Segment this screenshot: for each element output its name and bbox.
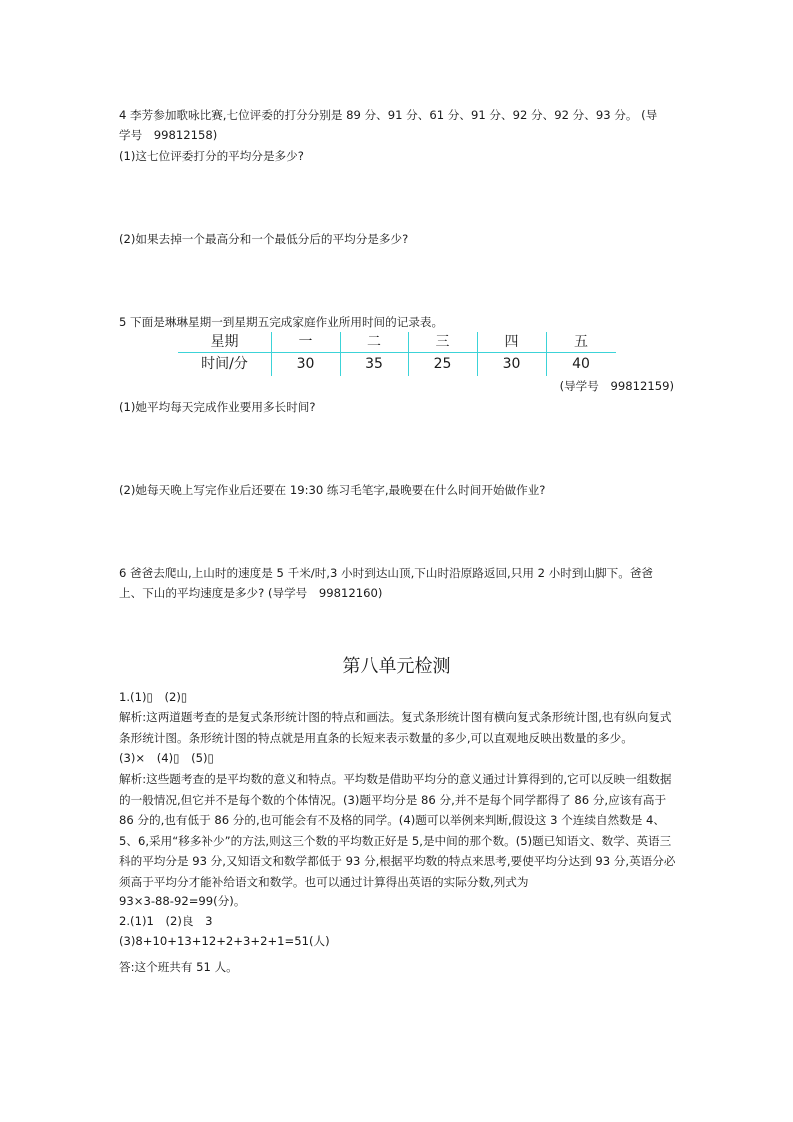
q5-sub-question-2: (2)她每天晚上写完作业后还要在 19:30 练习毛笔字,最晚要在什么时间开始做作业? <box>119 483 546 497</box>
q4-line-2: 学号 99812158) <box>119 128 218 142</box>
table-divider <box>178 352 616 353</box>
answer-2-line-2: (3)8+10+13+12+2+3+2+1=51(人) <box>119 934 330 948</box>
section-title: 第八单元检测 <box>342 656 451 677</box>
table-cell: 30 <box>296 356 315 372</box>
answer-1: 1.(1)▯ (2)▯ <box>119 690 188 704</box>
answer-2-line-1: 2.(1)1 (2)良 3 <box>119 914 213 928</box>
q4-line-1: 4 李芳参加歌咏比赛,七位评委的打分分别是 89 分、91 分、61 分、91 分、92 分、92 分、93 分。 (导 <box>119 108 658 122</box>
table-header-cell: 二 <box>367 334 381 350</box>
table-cell: 35 <box>365 356 383 372</box>
answer-1-formula: 93×3-88-92=99(分)。 <box>119 894 246 908</box>
table-cell: 25 <box>433 356 452 372</box>
table-row-label: 时间/分 <box>201 356 248 372</box>
q5-reference-number: (导学号 99812159) <box>559 379 674 393</box>
answer-1-more: (3)× (4)▯ (5)▯ <box>119 751 214 765</box>
q5-intro: 5 下面是琳琳星期一到星期五完成家庭作业所用时间的记录表。 <box>119 315 444 329</box>
answer-2-line-3: 答:这个班共有 51 人。 <box>119 960 238 974</box>
table-cell: 30 <box>502 356 521 372</box>
q5-sub-question-1: (1)她平均每天完成作业要用多长时间? <box>119 400 316 414</box>
table-header-cell: 五 <box>574 334 588 350</box>
table-header-cell: 三 <box>435 334 450 350</box>
answer-1-more-analysis: 解析:这些题考查的是平均数的意义和特点。平均数是借助平均分的意义通过计算得到的,它可以反映一组数据的一般情况,但它并不是每个数的个体情况。(3)题平均分是 86 分,并不是每个同学都得了 86 分,应该有高于 86 分的,也有低于 86 分的,也可能会有不及格的同学。(4)题可以举例来判断,假设这 3 个连续自然数是 4、5、6,采用“移多补少”的方法,则这三个数的平均数正好是 5,是中间的那个数。(5)题已知语文、数学、英语三科的平均分是 93 分,又知语文和数学都低于 93 分,根据平均数的特点来思考,要使平均分达到 93 分,英语分必须高于平均分才能补给语文和数学。也可以通过计算得出英语的实际分数,列式为 <box>119 772 676 889</box>
table-header-cell: 一 <box>298 334 313 350</box>
table-header-cell: 四 <box>504 334 519 350</box>
q4-sub-question-2: (2)如果去掉一个最高分和一个最低分后的平均分是多少? <box>119 232 409 246</box>
homework-time-table <box>178 332 616 376</box>
q4-sub-question-1: (1)这七位评委打分的平均分是多少? <box>119 149 304 163</box>
q6-line-1: 6 爸爸去爬山,上山时的速度是 5 千米/时,3 小时到达山顶,下山时沿原路返回,只用 2 小时到山脚下。爸爸 <box>119 566 654 580</box>
table-cell: 40 <box>572 356 590 372</box>
answer-1-analysis: 解析:这两道题考查的是复式条形统计图的特点和画法。复式条形统计图有横向复式条形统计图,也有纵向复式条形统计图。条形统计图的特点就是用直条的长短来表示数量的多少,可以直观地反映出数量的多少。 <box>119 710 672 745</box>
table-header-cell: 星期 <box>210 334 239 350</box>
q6-line-2: 上、下山的平均速度是多少? (导学号 99812160) <box>119 586 383 600</box>
